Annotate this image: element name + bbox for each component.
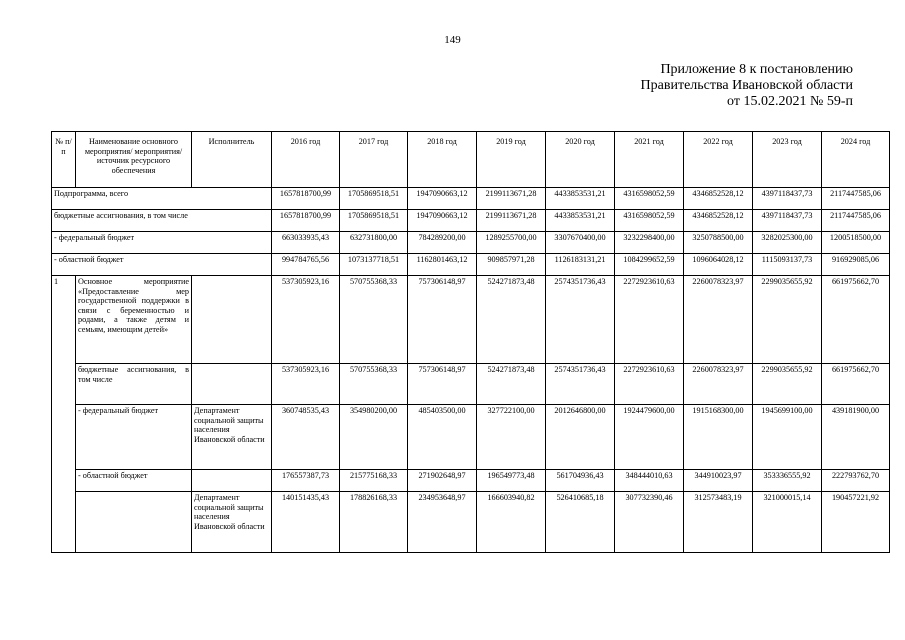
event-row-label (76, 492, 192, 553)
row-label: Подпрограмма, всего (52, 188, 272, 210)
cell-value: 321000015,14 (753, 492, 822, 553)
event-row-label: бюджетные ассигнования, в том числе (76, 364, 192, 405)
cell-value: 344910023,97 (684, 470, 753, 492)
event-executor (192, 364, 272, 405)
table-row (52, 405, 890, 470)
cell-value: 994784765,56 (272, 254, 340, 276)
cell-value: 909857971,28 (477, 254, 546, 276)
cell-value: 4346852528,12 (684, 210, 753, 232)
cell-value: 537305923,16 (272, 364, 340, 405)
appendix-line-3: от 15.02.2021 № 59-п (727, 94, 853, 109)
cell-value: 1200518500,00 (822, 232, 890, 254)
cell-value: 632731800,00 (340, 232, 408, 254)
header-year: 2017 год (340, 132, 408, 188)
cell-value: 1084299652,59 (615, 254, 684, 276)
cell-value: 570755368,33 (340, 276, 408, 364)
cell-value: 2117447585,06 (822, 188, 890, 210)
cell-value: 1115093137,73 (753, 254, 822, 276)
cell-value: 2260078323,97 (684, 364, 753, 405)
cell-value: 3307670400,00 (546, 232, 615, 254)
cell-value: 1162801463,12 (408, 254, 477, 276)
cell-value: 2012646800,00 (546, 405, 615, 470)
cell-value: 1945699100,00 (753, 405, 822, 470)
cell-value: 2272923610,63 (615, 364, 684, 405)
cell-value: 4316598052,59 (615, 188, 684, 210)
row-label: бюджетные ассигнования, в том числе (52, 210, 272, 232)
header-year: 2016 год (272, 132, 340, 188)
cell-value: 3282025300,00 (753, 232, 822, 254)
cell-value: 178826168,33 (340, 492, 408, 553)
cell-value: 176557387,73 (272, 470, 340, 492)
table-row (52, 188, 890, 210)
cell-value: 2299035655,92 (753, 276, 822, 364)
row-label: - федеральный бюджет (52, 232, 272, 254)
table-row (52, 232, 890, 254)
cell-value: 140151435,43 (272, 492, 340, 553)
cell-value: 537305923,16 (272, 276, 340, 364)
cell-value: 524271873,48 (477, 276, 546, 364)
cell-value: 1657818700,99 (272, 210, 340, 232)
event-row-label: - федеральный бюджет (76, 405, 192, 470)
cell-value: 4433853531,21 (546, 188, 615, 210)
cell-value: 3250788500,00 (684, 232, 753, 254)
cell-value: 2272923610,63 (615, 276, 684, 364)
cell-value: 1705869518,51 (340, 210, 408, 232)
cell-value: 3232298400,00 (615, 232, 684, 254)
cell-value: 1289255700,00 (477, 232, 546, 254)
table-row (52, 210, 890, 232)
cell-value: 4346852528,12 (684, 188, 753, 210)
cell-value: 2199113671,28 (477, 210, 546, 232)
cell-value: 4397118437,73 (753, 188, 822, 210)
cell-value: 1126183131,21 (546, 254, 615, 276)
cell-value: 784289200,00 (408, 232, 477, 254)
cell-value: 2299035655,92 (753, 364, 822, 405)
cell-value: 561704936,43 (546, 470, 615, 492)
cell-value: 4397118437,73 (753, 210, 822, 232)
header-year: 2020 год (546, 132, 615, 188)
cell-value: 348444010,63 (615, 470, 684, 492)
cell-value: 354980200,00 (340, 405, 408, 470)
cell-value: 312573483,19 (684, 492, 753, 553)
header-year: 2023 год (753, 132, 822, 188)
header-name: Наименование основного мероприятия/ мероприятия/ источник ресурсного обеспечения (76, 132, 192, 188)
header-year: 2018 год (408, 132, 477, 188)
cell-value: 1096064028,12 (684, 254, 753, 276)
header-year: 2021 год (615, 132, 684, 188)
cell-value: 2117447585,06 (822, 210, 890, 232)
cell-value: 661975662,70 (822, 364, 890, 405)
cell-value: 190457221,92 (822, 492, 890, 553)
cell-value: 757306148,97 (408, 276, 477, 364)
cell-value: 166603940,82 (477, 492, 546, 553)
cell-value: 4316598052,59 (615, 210, 684, 232)
cell-value: 327722100,00 (477, 405, 546, 470)
cell-value: 1073137718,51 (340, 254, 408, 276)
header-year: 2024 год (822, 132, 890, 188)
cell-value: 916929085,06 (822, 254, 890, 276)
cell-value: 485403500,00 (408, 405, 477, 470)
header-num: № п/п (52, 132, 76, 188)
cell-value: 570755368,33 (340, 364, 408, 405)
cell-value: 757306148,97 (408, 364, 477, 405)
appendix-line-1: Приложение 8 к постановлению (660, 62, 853, 77)
event-name: Основное мероприятие «Предоставление мер государственной поддержки в связи с беременностью и родами, а также детям и семьям, имеющим детей» (76, 276, 192, 364)
cell-value: 661975662,70 (822, 276, 890, 364)
header-executor: Исполнитель (192, 132, 272, 188)
cell-value: 1947090663,12 (408, 188, 477, 210)
table-row (52, 492, 890, 553)
appendix-heading (641, 62, 853, 110)
page-number: 149 (444, 34, 461, 46)
event-executor (192, 470, 272, 492)
cell-value: 1924479600,00 (615, 405, 684, 470)
funding-table (51, 131, 890, 553)
table-row (52, 276, 890, 364)
cell-value: 2199113671,28 (477, 188, 546, 210)
event-row-label: - областной бюджет (76, 470, 192, 492)
cell-value: 2574351736,43 (546, 276, 615, 364)
cell-value: 4433853531,21 (546, 210, 615, 232)
table-row (52, 364, 890, 405)
event-executor: Департамент социальной защиты населения Ивановской области (192, 492, 272, 553)
header-year: 2022 год (684, 132, 753, 188)
row-label: - областной бюджет (52, 254, 272, 276)
cell-value: 524271873,48 (477, 364, 546, 405)
table-row (52, 470, 890, 492)
cell-value: 1705869518,51 (340, 188, 408, 210)
cell-value: 2260078323,97 (684, 276, 753, 364)
cell-value: 307732390,46 (615, 492, 684, 553)
table-row (52, 254, 890, 276)
cell-value: 526410685,18 (546, 492, 615, 553)
event-executor (192, 276, 272, 364)
cell-value: 1657818700,99 (272, 188, 340, 210)
cell-value: 1947090663,12 (408, 210, 477, 232)
cell-value: 234953648,97 (408, 492, 477, 553)
cell-value: 196549773,48 (477, 470, 546, 492)
cell-value: 215775168,33 (340, 470, 408, 492)
cell-value: 439181900,00 (822, 405, 890, 470)
appendix-line-2: Правительства Ивановской области (640, 78, 853, 93)
cell-value: 222793762,70 (822, 470, 890, 492)
cell-value: 360748535,43 (272, 405, 340, 470)
event-executor: Департамент социальной защиты населения Ивановской области (192, 405, 272, 470)
cell-value: 1915168300,00 (684, 405, 753, 470)
header-year: 2019 год (477, 132, 546, 188)
cell-value: 271902648,97 (408, 470, 477, 492)
cell-value: 663033935,43 (272, 232, 340, 254)
cell-value: 353336555,92 (753, 470, 822, 492)
event-number: 1 (52, 276, 76, 553)
table-header-row (52, 132, 890, 188)
cell-value: 2574351736,43 (546, 364, 615, 405)
